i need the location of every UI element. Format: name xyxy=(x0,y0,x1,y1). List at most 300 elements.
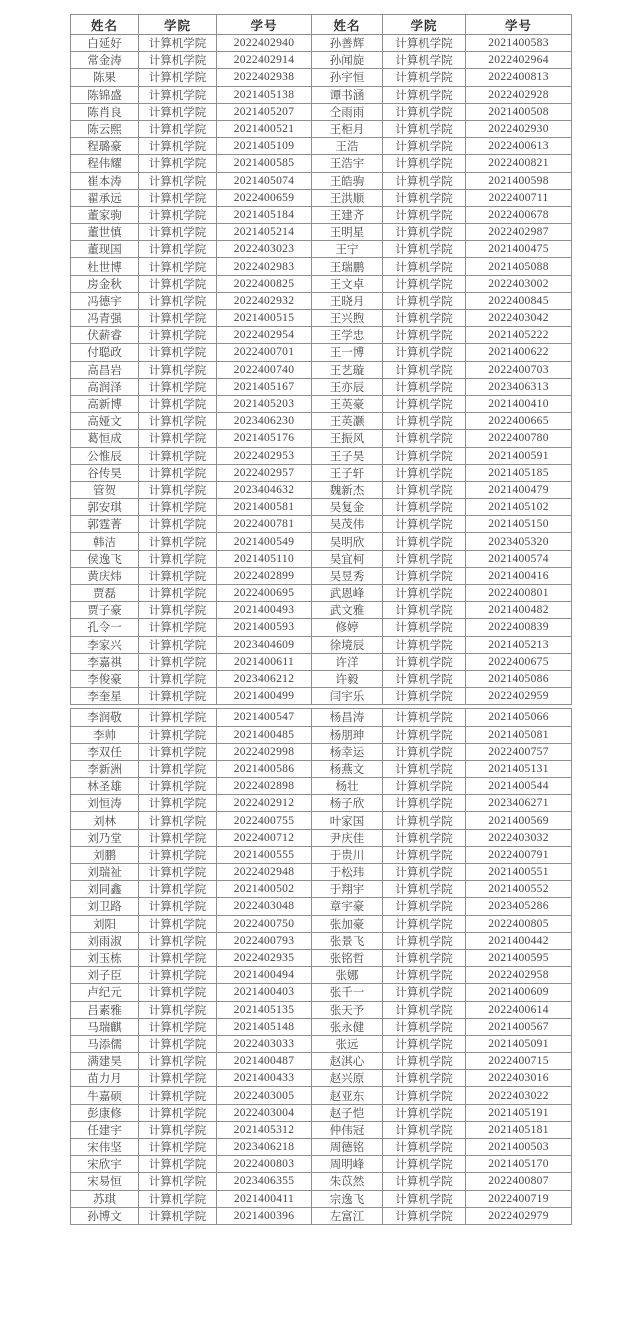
cell-college: 计算机学院 xyxy=(139,864,217,881)
cell-student-id: 2021405150 xyxy=(466,516,572,533)
cell-college: 计算机学院 xyxy=(139,189,217,206)
cell-student-id: 2022402899 xyxy=(217,567,312,584)
cell-name: 孙闻旋 xyxy=(312,52,383,69)
table-row xyxy=(71,155,572,172)
table-row xyxy=(71,636,572,653)
cell-name: 付聪政 xyxy=(71,344,139,361)
cell-college: 计算机学院 xyxy=(139,378,217,395)
cell-student-id: 2022403042 xyxy=(466,310,572,327)
cell-name: 王学忠 xyxy=(312,327,383,344)
cell-college: 计算机学院 xyxy=(383,327,466,344)
cell-college: 计算机学院 xyxy=(383,1087,466,1104)
cell-student-id: 2023406355 xyxy=(217,1173,312,1190)
cell-student-id: 2021405191 xyxy=(466,1104,572,1121)
cell-student-id: 2022402964 xyxy=(466,52,572,69)
cell-name: 张远 xyxy=(312,1035,383,1052)
cell-college: 计算机学院 xyxy=(383,846,466,863)
cell-college: 计算机学院 xyxy=(139,1104,217,1121)
cell-student-id: 2022400845 xyxy=(466,292,572,309)
cell-name: 刘鹏 xyxy=(71,846,139,863)
cell-college: 计算机学院 xyxy=(139,172,217,189)
cell-student-id: 2021405148 xyxy=(217,1018,312,1035)
cell-student-id: 2021400593 xyxy=(217,619,312,636)
cell-name: 贾磊 xyxy=(71,585,139,602)
cell-student-id: 2022402979 xyxy=(466,1207,572,1224)
cell-college: 计算机学院 xyxy=(139,430,217,447)
cell-student-id: 2021400475 xyxy=(466,241,572,258)
cell-name: 满建昊 xyxy=(71,1053,139,1070)
cell-college: 计算机学院 xyxy=(139,915,217,932)
cell-college: 计算机学院 xyxy=(139,932,217,949)
cell-name: 赵淇心 xyxy=(312,1053,383,1070)
cell-college: 计算机学院 xyxy=(383,447,466,464)
table-row xyxy=(71,585,572,602)
cell-college: 计算机学院 xyxy=(383,898,466,915)
cell-college: 计算机学院 xyxy=(139,949,217,966)
cell-name: 贾子豪 xyxy=(71,602,139,619)
cell-name: 吴宜柯 xyxy=(312,550,383,567)
cell-college: 计算机学院 xyxy=(383,864,466,881)
cell-student-id: 2022400801 xyxy=(466,585,572,602)
cell-college: 计算机学院 xyxy=(383,1173,466,1190)
cell-student-id: 2022403023 xyxy=(217,241,312,258)
cell-name: 许洋 xyxy=(312,653,383,670)
cell-student-id: 2021400583 xyxy=(466,35,572,52)
col-header-id-right: 学号 xyxy=(466,15,572,35)
cell-college: 计算机学院 xyxy=(383,1190,466,1207)
cell-name: 许毅 xyxy=(312,670,383,687)
cell-student-id: 2022402987 xyxy=(466,224,572,241)
table-row xyxy=(71,120,572,137)
cell-college: 计算机学院 xyxy=(383,812,466,829)
cell-college: 计算机学院 xyxy=(139,1018,217,1035)
cell-student-id: 2021405110 xyxy=(217,550,312,567)
cell-name: 苗力月 xyxy=(71,1070,139,1087)
table-row xyxy=(71,653,572,670)
cell-student-id: 2022403005 xyxy=(217,1087,312,1104)
cell-college: 计算机学院 xyxy=(139,602,217,619)
cell-name: 郭霆菁 xyxy=(71,516,139,533)
cell-student-id: 2022400813 xyxy=(466,69,572,86)
cell-college: 计算机学院 xyxy=(139,653,217,670)
cell-student-id: 2022400825 xyxy=(217,275,312,292)
cell-college: 计算机学院 xyxy=(383,1121,466,1138)
table-row xyxy=(71,602,572,619)
cell-name: 李俊豪 xyxy=(71,670,139,687)
cell-college: 计算机学院 xyxy=(139,275,217,292)
table-row xyxy=(71,224,572,241)
cell-name: 刘乃堂 xyxy=(71,829,139,846)
cell-name: 宗逸飞 xyxy=(312,1190,383,1207)
cell-college: 计算机学院 xyxy=(383,1001,466,1018)
cell-college: 计算机学院 xyxy=(139,881,217,898)
cell-college: 计算机学院 xyxy=(383,481,466,498)
cell-college: 计算机学院 xyxy=(383,241,466,258)
cell-student-id: 2021400396 xyxy=(217,1207,312,1224)
cell-student-id: 2021400503 xyxy=(466,1139,572,1156)
cell-student-id: 2022400757 xyxy=(466,743,572,760)
table-row xyxy=(71,567,572,584)
cell-name: 王艺璇 xyxy=(312,361,383,378)
cell-name: 刘瑞祉 xyxy=(71,864,139,881)
cell-name: 陈肖良 xyxy=(71,103,139,120)
cell-college: 计算机学院 xyxy=(139,310,217,327)
table-row xyxy=(71,984,572,1001)
cell-student-id: 2022400780 xyxy=(466,430,572,447)
cell-name: 刘林 xyxy=(71,812,139,829)
cell-student-id: 2022400678 xyxy=(466,206,572,223)
cell-name: 杨燕文 xyxy=(312,760,383,777)
cell-college: 计算机学院 xyxy=(383,653,466,670)
cell-student-id: 2021405203 xyxy=(217,395,312,412)
cell-college: 计算机学院 xyxy=(383,430,466,447)
cell-name: 牛嘉硕 xyxy=(71,1087,139,1104)
cell-student-id: 2022400750 xyxy=(217,915,312,932)
table-row xyxy=(71,778,572,795)
cell-name: 葛恒成 xyxy=(71,430,139,447)
cell-student-id: 2021405185 xyxy=(466,464,572,481)
cell-college: 计算机学院 xyxy=(139,224,217,241)
cell-student-id: 2021405074 xyxy=(217,172,312,189)
cell-student-id: 2021400442 xyxy=(466,932,572,949)
cell-name: 张千一 xyxy=(312,984,383,1001)
cell-student-id: 2021405091 xyxy=(466,1035,572,1052)
cell-name: 张铭哲 xyxy=(312,949,383,966)
cell-student-id: 2021400479 xyxy=(466,481,572,498)
cell-name: 王一博 xyxy=(312,344,383,361)
cell-student-id: 2022400740 xyxy=(217,361,312,378)
cell-student-id: 2021400433 xyxy=(217,1070,312,1087)
cell-student-id: 2021400598 xyxy=(466,172,572,189)
cell-college: 计算机学院 xyxy=(383,1104,466,1121)
cell-college: 计算机学院 xyxy=(139,743,217,760)
cell-student-id: 2022400803 xyxy=(217,1156,312,1173)
cell-name: 马瑞麒 xyxy=(71,1018,139,1035)
cell-name: 王明星 xyxy=(312,224,383,241)
cell-name: 杨昌涛 xyxy=(312,709,383,726)
cell-student-id: 2023405286 xyxy=(466,898,572,915)
table-row xyxy=(71,670,572,687)
table-row xyxy=(71,275,572,292)
table-row xyxy=(71,499,572,516)
table-row xyxy=(71,1207,572,1224)
cell-college: 计算机学院 xyxy=(139,103,217,120)
cell-college: 计算机学院 xyxy=(383,378,466,395)
cell-name: 高娅文 xyxy=(71,413,139,430)
header-row xyxy=(71,15,572,35)
cell-student-id: 2021405213 xyxy=(466,636,572,653)
cell-college: 计算机学院 xyxy=(383,464,466,481)
cell-student-id: 2021405207 xyxy=(217,103,312,120)
cell-name: 高润泽 xyxy=(71,378,139,395)
table-row xyxy=(71,1190,572,1207)
cell-college: 计算机学院 xyxy=(383,275,466,292)
cell-name: 李新洲 xyxy=(71,760,139,777)
cell-college: 计算机学院 xyxy=(139,1173,217,1190)
cell-college: 计算机学院 xyxy=(383,567,466,584)
cell-name: 左富江 xyxy=(312,1207,383,1224)
cell-name: 王瑞鹏 xyxy=(312,258,383,275)
cell-college: 计算机学院 xyxy=(139,688,217,705)
cell-college: 计算机学院 xyxy=(383,585,466,602)
table-row xyxy=(71,829,572,846)
cell-student-id: 2022400821 xyxy=(466,155,572,172)
cell-student-id: 2022400614 xyxy=(466,1001,572,1018)
table-row xyxy=(71,103,572,120)
table-row xyxy=(71,743,572,760)
cell-student-id: 2021400515 xyxy=(217,310,312,327)
cell-student-id: 2022403016 xyxy=(466,1070,572,1087)
cell-name: 王柜月 xyxy=(312,120,383,137)
cell-name: 林圣雄 xyxy=(71,778,139,795)
cell-college: 计算机学院 xyxy=(383,120,466,137)
table-row xyxy=(71,898,572,915)
cell-name: 王宁 xyxy=(312,241,383,258)
cell-name: 陈锦盛 xyxy=(71,86,139,103)
cell-name: 张景飞 xyxy=(312,932,383,949)
cell-college: 计算机学院 xyxy=(383,984,466,1001)
cell-student-id: 2022402959 xyxy=(466,688,572,705)
cell-name: 刘卫路 xyxy=(71,898,139,915)
table-row xyxy=(71,726,572,743)
cell-college: 计算机学院 xyxy=(139,726,217,743)
cell-college: 计算机学院 xyxy=(139,395,217,412)
cell-college: 计算机学院 xyxy=(383,967,466,984)
cell-name: 苏琪 xyxy=(71,1190,139,1207)
table-row xyxy=(71,1001,572,1018)
cell-student-id: 2022402932 xyxy=(217,292,312,309)
cell-student-id: 2022402938 xyxy=(217,69,312,86)
cell-college: 计算机学院 xyxy=(383,829,466,846)
table-row xyxy=(71,189,572,206)
table-row xyxy=(71,1104,572,1121)
cell-college: 计算机学院 xyxy=(139,1053,217,1070)
cell-name: 吴茂伟 xyxy=(312,516,383,533)
cell-student-id: 2021400549 xyxy=(217,533,312,550)
roster-table-section-1 xyxy=(70,14,572,705)
cell-student-id: 2022403033 xyxy=(217,1035,312,1052)
cell-student-id: 2021400567 xyxy=(466,1018,572,1035)
cell-name: 于翔宇 xyxy=(312,881,383,898)
cell-college: 计算机学院 xyxy=(383,550,466,567)
col-header-name-left: 姓名 xyxy=(71,15,139,35)
cell-student-id: 2021400609 xyxy=(466,984,572,1001)
cell-name: 韩洁 xyxy=(71,533,139,550)
cell-college: 计算机学院 xyxy=(383,395,466,412)
cell-student-id: 2022400659 xyxy=(217,189,312,206)
cell-student-id: 2021405167 xyxy=(217,378,312,395)
cell-student-id: 2021400416 xyxy=(466,567,572,584)
cell-name: 吴明欣 xyxy=(312,533,383,550)
cell-name: 侯逸飞 xyxy=(71,550,139,567)
cell-college: 计算机学院 xyxy=(139,138,217,155)
cell-name: 于贵川 xyxy=(312,846,383,863)
cell-student-id: 2021400547 xyxy=(217,709,312,726)
cell-student-id: 2021400555 xyxy=(217,846,312,863)
cell-college: 计算机学院 xyxy=(139,709,217,726)
table-row xyxy=(71,361,572,378)
cell-student-id: 2021400586 xyxy=(217,760,312,777)
table-row xyxy=(71,1070,572,1087)
cell-college: 计算机学院 xyxy=(383,138,466,155)
cell-student-id: 2022402954 xyxy=(217,327,312,344)
cell-college: 计算机学院 xyxy=(139,1190,217,1207)
cell-name: 周明峰 xyxy=(312,1156,383,1173)
cell-college: 计算机学院 xyxy=(383,155,466,172)
cell-student-id: 2021405222 xyxy=(466,327,572,344)
cell-name: 章宇豪 xyxy=(312,898,383,915)
cell-student-id: 2022400781 xyxy=(217,516,312,533)
cell-college: 计算机学院 xyxy=(383,1139,466,1156)
cell-college: 计算机学院 xyxy=(139,567,217,584)
table-row xyxy=(71,949,572,966)
cell-name: 伏薪睿 xyxy=(71,327,139,344)
cell-college: 计算机学院 xyxy=(383,743,466,760)
cell-name: 王皓驹 xyxy=(312,172,383,189)
cell-college: 计算机学院 xyxy=(139,155,217,172)
cell-name: 杨壮 xyxy=(312,778,383,795)
cell-student-id: 2021405088 xyxy=(466,258,572,275)
cell-student-id: 2022403032 xyxy=(466,829,572,846)
table-row xyxy=(71,516,572,533)
table-row xyxy=(71,812,572,829)
cell-name: 王子昊 xyxy=(312,447,383,464)
cell-student-id: 2022402983 xyxy=(217,258,312,275)
cell-college: 计算机学院 xyxy=(383,619,466,636)
cell-student-id: 2021400552 xyxy=(466,881,572,898)
cell-name: 吴昱秀 xyxy=(312,567,383,584)
cell-college: 计算机学院 xyxy=(383,516,466,533)
cell-student-id: 2021405086 xyxy=(466,670,572,687)
cell-college: 计算机学院 xyxy=(383,52,466,69)
cell-college: 计算机学院 xyxy=(383,795,466,812)
cell-name: 杜世博 xyxy=(71,258,139,275)
cell-name: 刘玉栋 xyxy=(71,949,139,966)
cell-student-id: 2022402940 xyxy=(217,35,312,52)
cell-student-id: 2021400493 xyxy=(217,602,312,619)
cell-college: 计算机学院 xyxy=(139,1139,217,1156)
table-row xyxy=(71,138,572,155)
cell-college: 计算机学院 xyxy=(139,292,217,309)
table-row xyxy=(71,1139,572,1156)
cell-student-id: 2022402948 xyxy=(217,864,312,881)
table-row xyxy=(71,864,572,881)
cell-student-id: 2021400502 xyxy=(217,881,312,898)
table-row xyxy=(71,795,572,812)
cell-student-id: 2021400551 xyxy=(466,864,572,881)
cell-name: 王亦辰 xyxy=(312,378,383,395)
cell-name: 马添儒 xyxy=(71,1035,139,1052)
cell-student-id: 2022400711 xyxy=(466,189,572,206)
cell-college: 计算机学院 xyxy=(383,949,466,966)
cell-college: 计算机学院 xyxy=(383,86,466,103)
table-row xyxy=(71,327,572,344)
cell-student-id: 2021405081 xyxy=(466,726,572,743)
cell-name: 杨子欣 xyxy=(312,795,383,812)
cell-student-id: 2022402953 xyxy=(217,447,312,464)
cell-college: 计算机学院 xyxy=(383,69,466,86)
cell-name: 王英灏 xyxy=(312,413,383,430)
cell-name: 王建齐 xyxy=(312,206,383,223)
cell-name: 董世慎 xyxy=(71,224,139,241)
cell-student-id: 2021400403 xyxy=(217,984,312,1001)
cell-name: 李家兴 xyxy=(71,636,139,653)
cell-college: 计算机学院 xyxy=(139,1035,217,1052)
cell-student-id: 2022403022 xyxy=(466,1087,572,1104)
cell-college: 计算机学院 xyxy=(139,898,217,915)
cell-name: 任建宇 xyxy=(71,1121,139,1138)
col-header-id-left: 学号 xyxy=(217,15,312,35)
cell-name: 闫宇乐 xyxy=(312,688,383,705)
table-row xyxy=(71,464,572,481)
cell-college: 计算机学院 xyxy=(139,1156,217,1173)
cell-student-id: 2021405102 xyxy=(466,499,572,516)
cell-college: 计算机学院 xyxy=(139,361,217,378)
table-row xyxy=(71,292,572,309)
cell-name: 叶家国 xyxy=(312,812,383,829)
table-row xyxy=(71,1087,572,1104)
cell-student-id: 2023404632 xyxy=(217,481,312,498)
cell-name: 王洪顺 xyxy=(312,189,383,206)
table-row xyxy=(71,395,572,412)
cell-college: 计算机学院 xyxy=(383,361,466,378)
cell-student-id: 2023406271 xyxy=(466,795,572,812)
cell-college: 计算机学院 xyxy=(139,516,217,533)
cell-college: 计算机学院 xyxy=(383,1070,466,1087)
cell-name: 赵子恺 xyxy=(312,1104,383,1121)
cell-name: 谭书涵 xyxy=(312,86,383,103)
cell-student-id: 2022400755 xyxy=(217,812,312,829)
cell-college: 计算机学院 xyxy=(383,932,466,949)
cell-student-id: 2022402914 xyxy=(217,52,312,69)
cell-student-id: 2021405109 xyxy=(217,138,312,155)
cell-student-id: 2022402958 xyxy=(466,967,572,984)
cell-name: 杨幸运 xyxy=(312,743,383,760)
cell-name: 王振风 xyxy=(312,430,383,447)
cell-student-id: 2023406218 xyxy=(217,1139,312,1156)
cell-name: 仝雨雨 xyxy=(312,103,383,120)
cell-college: 计算机学院 xyxy=(139,120,217,137)
cell-student-id: 2022403048 xyxy=(217,898,312,915)
table-row xyxy=(71,760,572,777)
cell-college: 计算机学院 xyxy=(139,327,217,344)
cell-name: 修婷 xyxy=(312,619,383,636)
table-row xyxy=(71,172,572,189)
cell-name: 冯德宇 xyxy=(71,292,139,309)
cell-student-id: 2021405184 xyxy=(217,206,312,223)
table-row xyxy=(71,430,572,447)
cell-name: 刘恒涛 xyxy=(71,795,139,812)
cell-college: 计算机学院 xyxy=(383,344,466,361)
cell-student-id: 2021400499 xyxy=(217,688,312,705)
cell-college: 计算机学院 xyxy=(139,241,217,258)
cell-name: 武文雅 xyxy=(312,602,383,619)
cell-student-id: 2021405176 xyxy=(217,430,312,447)
cell-college: 计算机学院 xyxy=(139,550,217,567)
cell-college: 计算机学院 xyxy=(383,1207,466,1224)
cell-name: 刘子臣 xyxy=(71,967,139,984)
table-row xyxy=(71,1018,572,1035)
table-row xyxy=(71,1053,572,1070)
table-row xyxy=(71,1035,572,1052)
cell-student-id: 2022400839 xyxy=(466,619,572,636)
cell-student-id: 2022400807 xyxy=(466,1173,572,1190)
cell-name: 徐境辰 xyxy=(312,636,383,653)
cell-name: 魏新杰 xyxy=(312,481,383,498)
table-row xyxy=(71,481,572,498)
table-row xyxy=(71,52,572,69)
cell-college: 计算机学院 xyxy=(383,533,466,550)
